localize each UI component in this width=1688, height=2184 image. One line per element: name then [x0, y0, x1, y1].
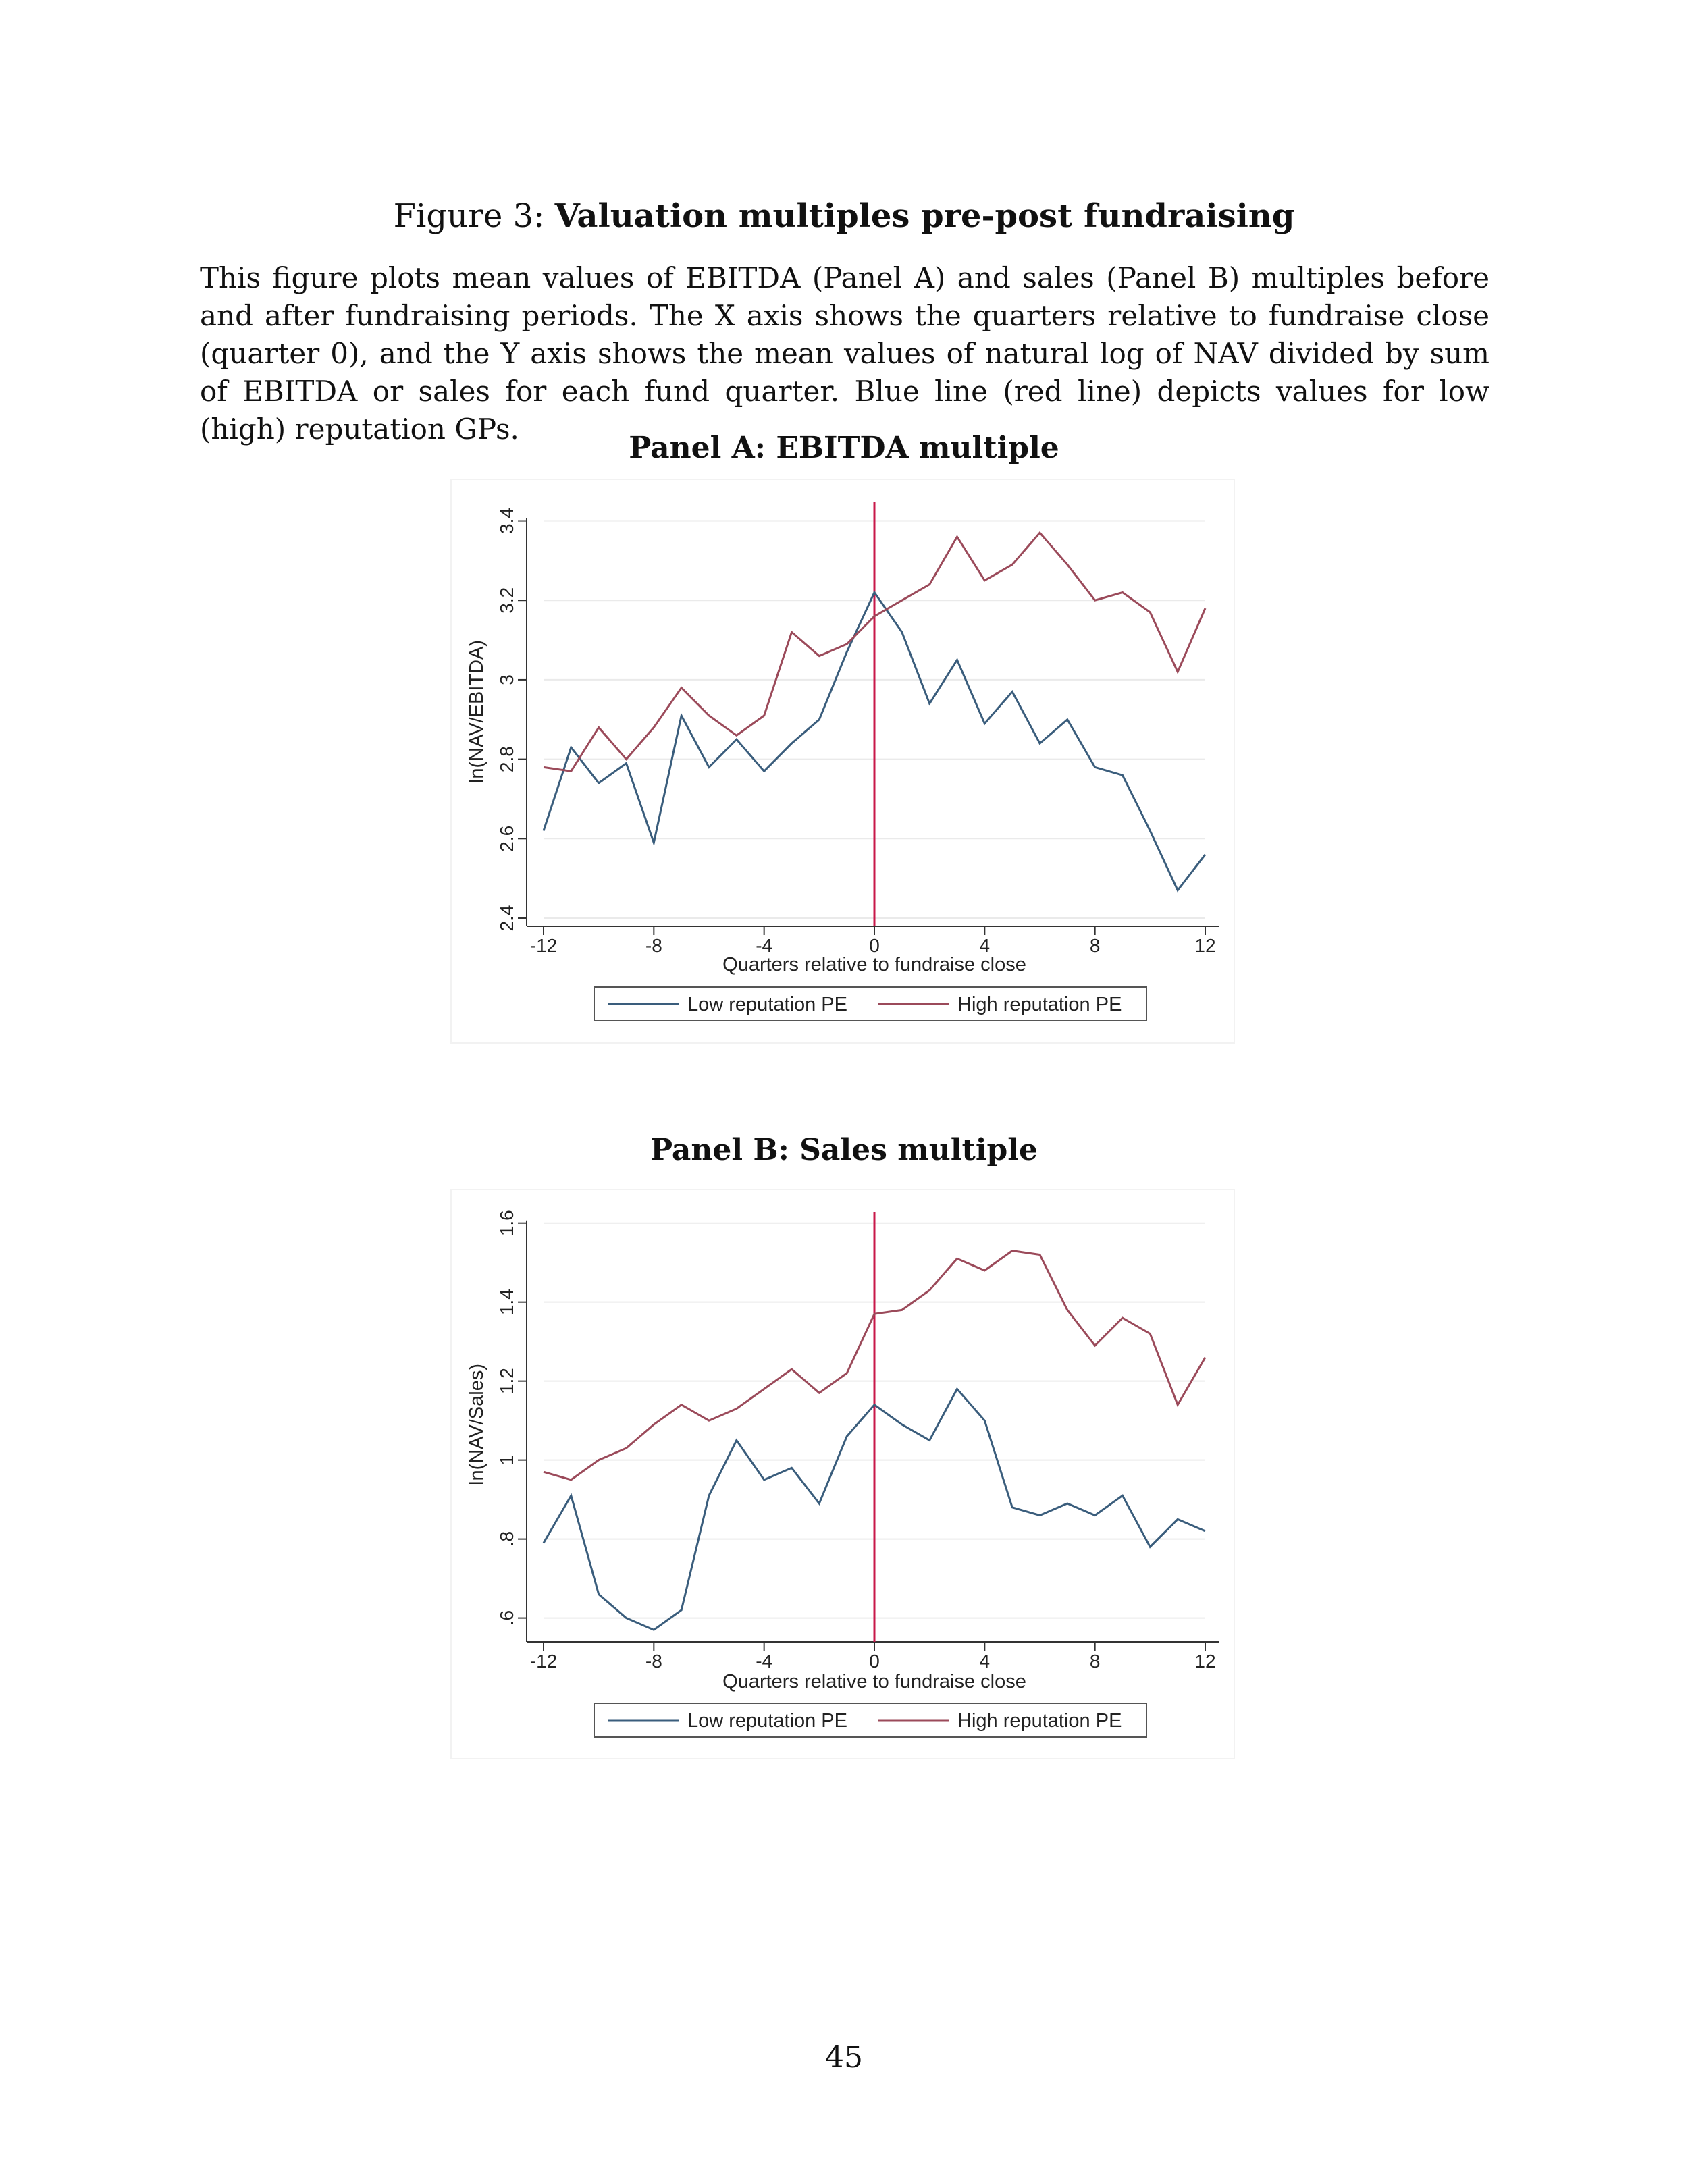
panel-a-x-tick-label: 4 [979, 935, 991, 956]
page-number: 45 [825, 2040, 863, 2075]
panel-b-y-tick-label: 1.6 [496, 1210, 517, 1237]
panel-b-x-tick-label: 8 [1089, 1651, 1101, 1672]
figure-caption: This figure plots mean values of EBITDA (Panel A) and sales (Panel B) multiples before and after fundraising periods. The X axis shows the quarters relative to fundraise close (quarter 0), and the Y axis shows the mean values of natural log of NAV divided by sum of EBITDA or sales for each fund quarter. Blue line (red line) depicts values for low (high) reputation GPs. [200, 261, 1489, 446]
panel-b-x-tick-label: -12 [529, 1651, 558, 1672]
panel-a-x-tick-label: 0 [869, 935, 880, 956]
panel-b-y-tick-label: 1.4 [496, 1289, 517, 1316]
panel-b-legend-label-low: Low reputation PE [687, 1710, 847, 1732]
panel-b-y-tick-label: .8 [496, 1530, 517, 1547]
panel-b-y-tick-label: .6 [496, 1609, 517, 1626]
figure-label: Figure 3: [393, 197, 545, 235]
panel-a-legend-label-low: Low reputation PE [687, 994, 847, 1015]
panel-a-x-tick-label: -8 [645, 935, 662, 956]
panel-a-x-tick-label: -4 [756, 935, 773, 956]
panel-b-x-axis-title: Quarters relative to fundraise close [722, 1671, 1026, 1693]
panel-a-y-tick-label: 2.8 [496, 746, 517, 773]
panel-b-y-axis-title: ln(NAV/Sales) [466, 1364, 487, 1485]
panel-a-x-axis-title: Quarters relative to fundraise close [722, 954, 1026, 976]
panel-a-y-tick-label: 3 [496, 674, 517, 685]
panel-b-title: Panel B: Sales multiple [650, 1133, 1038, 1167]
panel-a-y-tick-label: 2.6 [496, 825, 517, 852]
panel-a-y-axis-title: ln(NAV/EBITDA) [466, 639, 487, 784]
panel-b-x-tick-label: -8 [645, 1651, 662, 1672]
panel-b-x-tick-label: 0 [869, 1651, 880, 1672]
panel-b-y-tick-label: 1 [496, 1454, 517, 1466]
panel-b-y-tick-label: 1.2 [496, 1368, 517, 1395]
panel-a-x-tick-label: 8 [1089, 935, 1101, 956]
panel-b-x-tick-label: -4 [756, 1651, 773, 1672]
panel-a-legend-label-high: High reputation PE [957, 994, 1122, 1015]
panel-a-y-tick-label: 3.4 [496, 508, 517, 535]
panel-a-y-tick-label: 2.4 [496, 905, 517, 932]
panel-a-x-tick-label: 12 [1194, 935, 1216, 956]
panel-b-legend-label-high: High reputation PE [957, 1710, 1122, 1732]
panel-b-x-tick-label: 12 [1194, 1651, 1216, 1672]
panel-b-frame [451, 1190, 1234, 1759]
figure-title-text: Valuation multiples pre-post fundraising [554, 197, 1295, 235]
panel-b-x-tick-label: 4 [979, 1651, 991, 1672]
panel-a-x-tick-label: -12 [529, 935, 558, 956]
panel-a-y-tick-label: 3.2 [496, 587, 517, 614]
panel-a-title: Panel A: EBITDA multiple [629, 431, 1059, 465]
